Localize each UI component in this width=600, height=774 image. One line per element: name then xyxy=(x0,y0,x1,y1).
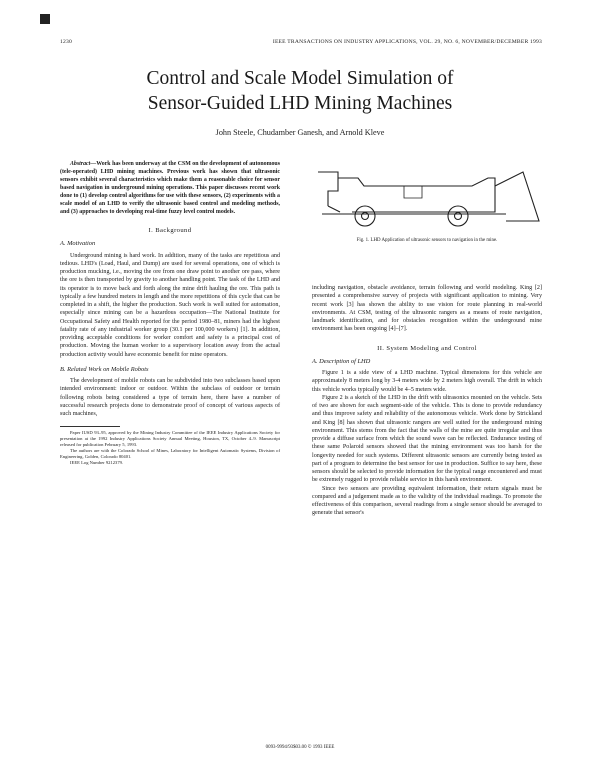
abstract xyxy=(60,160,280,216)
footnote-affiliation: The authors are with the Colorado School of Mines, Laboratory for Intelligent Automatic Systems, Division of Engineering, Golden, Colorado 80401. xyxy=(60,448,280,460)
paragraph-related-work-continued: including navigation, obstacle avoidance, terrain following and world modeling. King [2] presented a comprehensive survey of projects with significant application to mining. Very recent work [3] has shown the ability to use vision for route planning in real-world environments. At CSM, testing of the ultrasonic rangers as a means of route navigation, landmark identification, and for obstacles recognition within the underground mine environment has been ongoing [4]–[7]. xyxy=(312,285,542,333)
subsection-heading-description: A. Description of LHD xyxy=(312,357,371,365)
figure-caption: Fig. 1. LHD Application of ultrasonic sensors to navigation in the mine. xyxy=(356,238,498,243)
title-line-1: Control and Scale Model Simulation of xyxy=(146,68,454,89)
section-heading-background: I. Background xyxy=(148,227,192,234)
scan-corner-mark xyxy=(40,14,50,24)
right-column xyxy=(312,284,542,518)
subsection-heading-motivation: A. Motivation xyxy=(60,240,96,248)
title-line-2: Sensor-Guided LHD Mining Machines xyxy=(147,93,453,114)
footnote-rule xyxy=(60,426,120,427)
abstract-text: Work has been underway at the CSM on the development of autonomous (tele-operated) LHD mining machines. Previous work has shown that ultrasonic sensors exhibit several characteristics which make them a reasonable choice for sensor based navigation in underground mining operations. This paper discusses recent work done to (1) develop control algorithms for use with these sensors, (2) experiments with a scale model of an LHD to verify the ultrasonic based control and modeling methods, and (3) approaches to developing real-time fuzzy level control models. xyxy=(60,161,280,215)
abstract-label: Abstract— xyxy=(70,161,97,167)
page-footer: 0093-9994/93$03.00 © 1993 IEEE xyxy=(265,745,335,750)
authors: John Steele, Chudamber Ganesh, and Arnold Kleve xyxy=(215,128,385,137)
figure-lhd-side-view xyxy=(312,158,542,242)
left-column xyxy=(60,160,280,466)
footnote-log-number: IEEE Log Number 9212379. xyxy=(70,460,124,466)
lhd-machine-drawing xyxy=(312,158,542,242)
subsection-heading-related-work: B. Related Work on Mobile Robots xyxy=(60,365,149,373)
running-header xyxy=(60,39,542,49)
paragraph-description-1: Figure 1 is a side view of a LHD machine. Typical dimensions for this vehicle are approximately 8 meters long by 3-4 meters wide by 2 meters high overall. The drift in which this vehicle works typically would be 4–5 meters wide. xyxy=(312,370,542,393)
footnote-manuscript: Paper IUSD 93–95, approved by the Mining Industry Committee of the IEEE Industry Applications Society for presentation at the 1992 Industry Applications Society Annual Meeting, Houston, TX, October 4–9. Manuscript released for publication February 5, 1993. xyxy=(60,430,280,448)
section-heading-system-modeling: II. System Modeling and Control xyxy=(377,344,477,352)
paragraph-motivation: Underground mining is hard work. In addition, many of the tasks are repetitious and tedious. LHD's (Load, Haul, and Dump) are used for several operations, one of which is production mucking, i.e., moving the ore from one draw point to another ore pass, where the ore is then transported by gravity to another handling point. The task of the LHD and its operator is to move back and forth along the mine drift hauling the ore. This path is typically a few hundred meters in length and the more repetitions of this cycle that can be completed in a shift, the higher the production. Such work is well suited for automation, especially since mining can be a hazardous occupation—The National Institute for Occupational Safety and Health reported for the period 1980–81, miners had the highest fatality rate of any industrial worker group (30.1 per 100,000 workers) [1]. In addition, providing acceptable conditions for worker comfort and safety is a principal cost of production. Moving the human worker to a supervisory location away from the actual production activity would have economic benefit for mine operators. xyxy=(60,252,280,358)
paragraph-description-3: Since two sensors are providing equivalent information, their return signals must be compared and a judgement made as to the validity of the individual readings. To promote the effectiveness of this comparison, several readings from a single sensor should be averaged to generate that sensor's xyxy=(312,485,542,517)
page-number: 1230 xyxy=(60,39,72,45)
paper-title xyxy=(0,66,600,116)
journal-header: IEEE TRANSACTIONS ON INDUSTRY APPLICATIONS, VOL. 29, NO. 6, NOVEMBER/DECEMBER 1993 xyxy=(272,39,542,45)
paragraph-related-work: The development of mobile robots can be subdivided into two subclasses based upon intended environment: indoor or outdoor. Within the subclass of outdoor or terrain following robots being considered a type of terrain here, there have a number of successful research projects done to demonstrate proof of concept of various aspects of such machines, xyxy=(60,378,280,417)
paragraph-description-2: Figure 2 is a sketch of the LHD in the drift with ultrasonics mounted on the vehicle. Sets of two are shown for each segment-side of the vehicle. This is done to provide redundancy and thus improve safety and reliability of the autonomous vehicle. Work done by Strickland and King [8] has shown that ultrasonic rangers are well suited for the underground mining environment. This stems from the fact that the walls of the mine are quite irregular and thus provide a diffuse surface from which the sound wave can be reflected. Endurance testing of these same Polaroid sensors showed that the mining environment was too harsh for the longevity needed for such systems. Different ultrasonic sensors are currently being tested as part of a program to determine the best sensor for use in production. Suffice to say here, these sensors should be selected to provide information for the typical range encountered and must be extremely rugged to provide reliable service in this harsh environment. xyxy=(312,394,542,484)
